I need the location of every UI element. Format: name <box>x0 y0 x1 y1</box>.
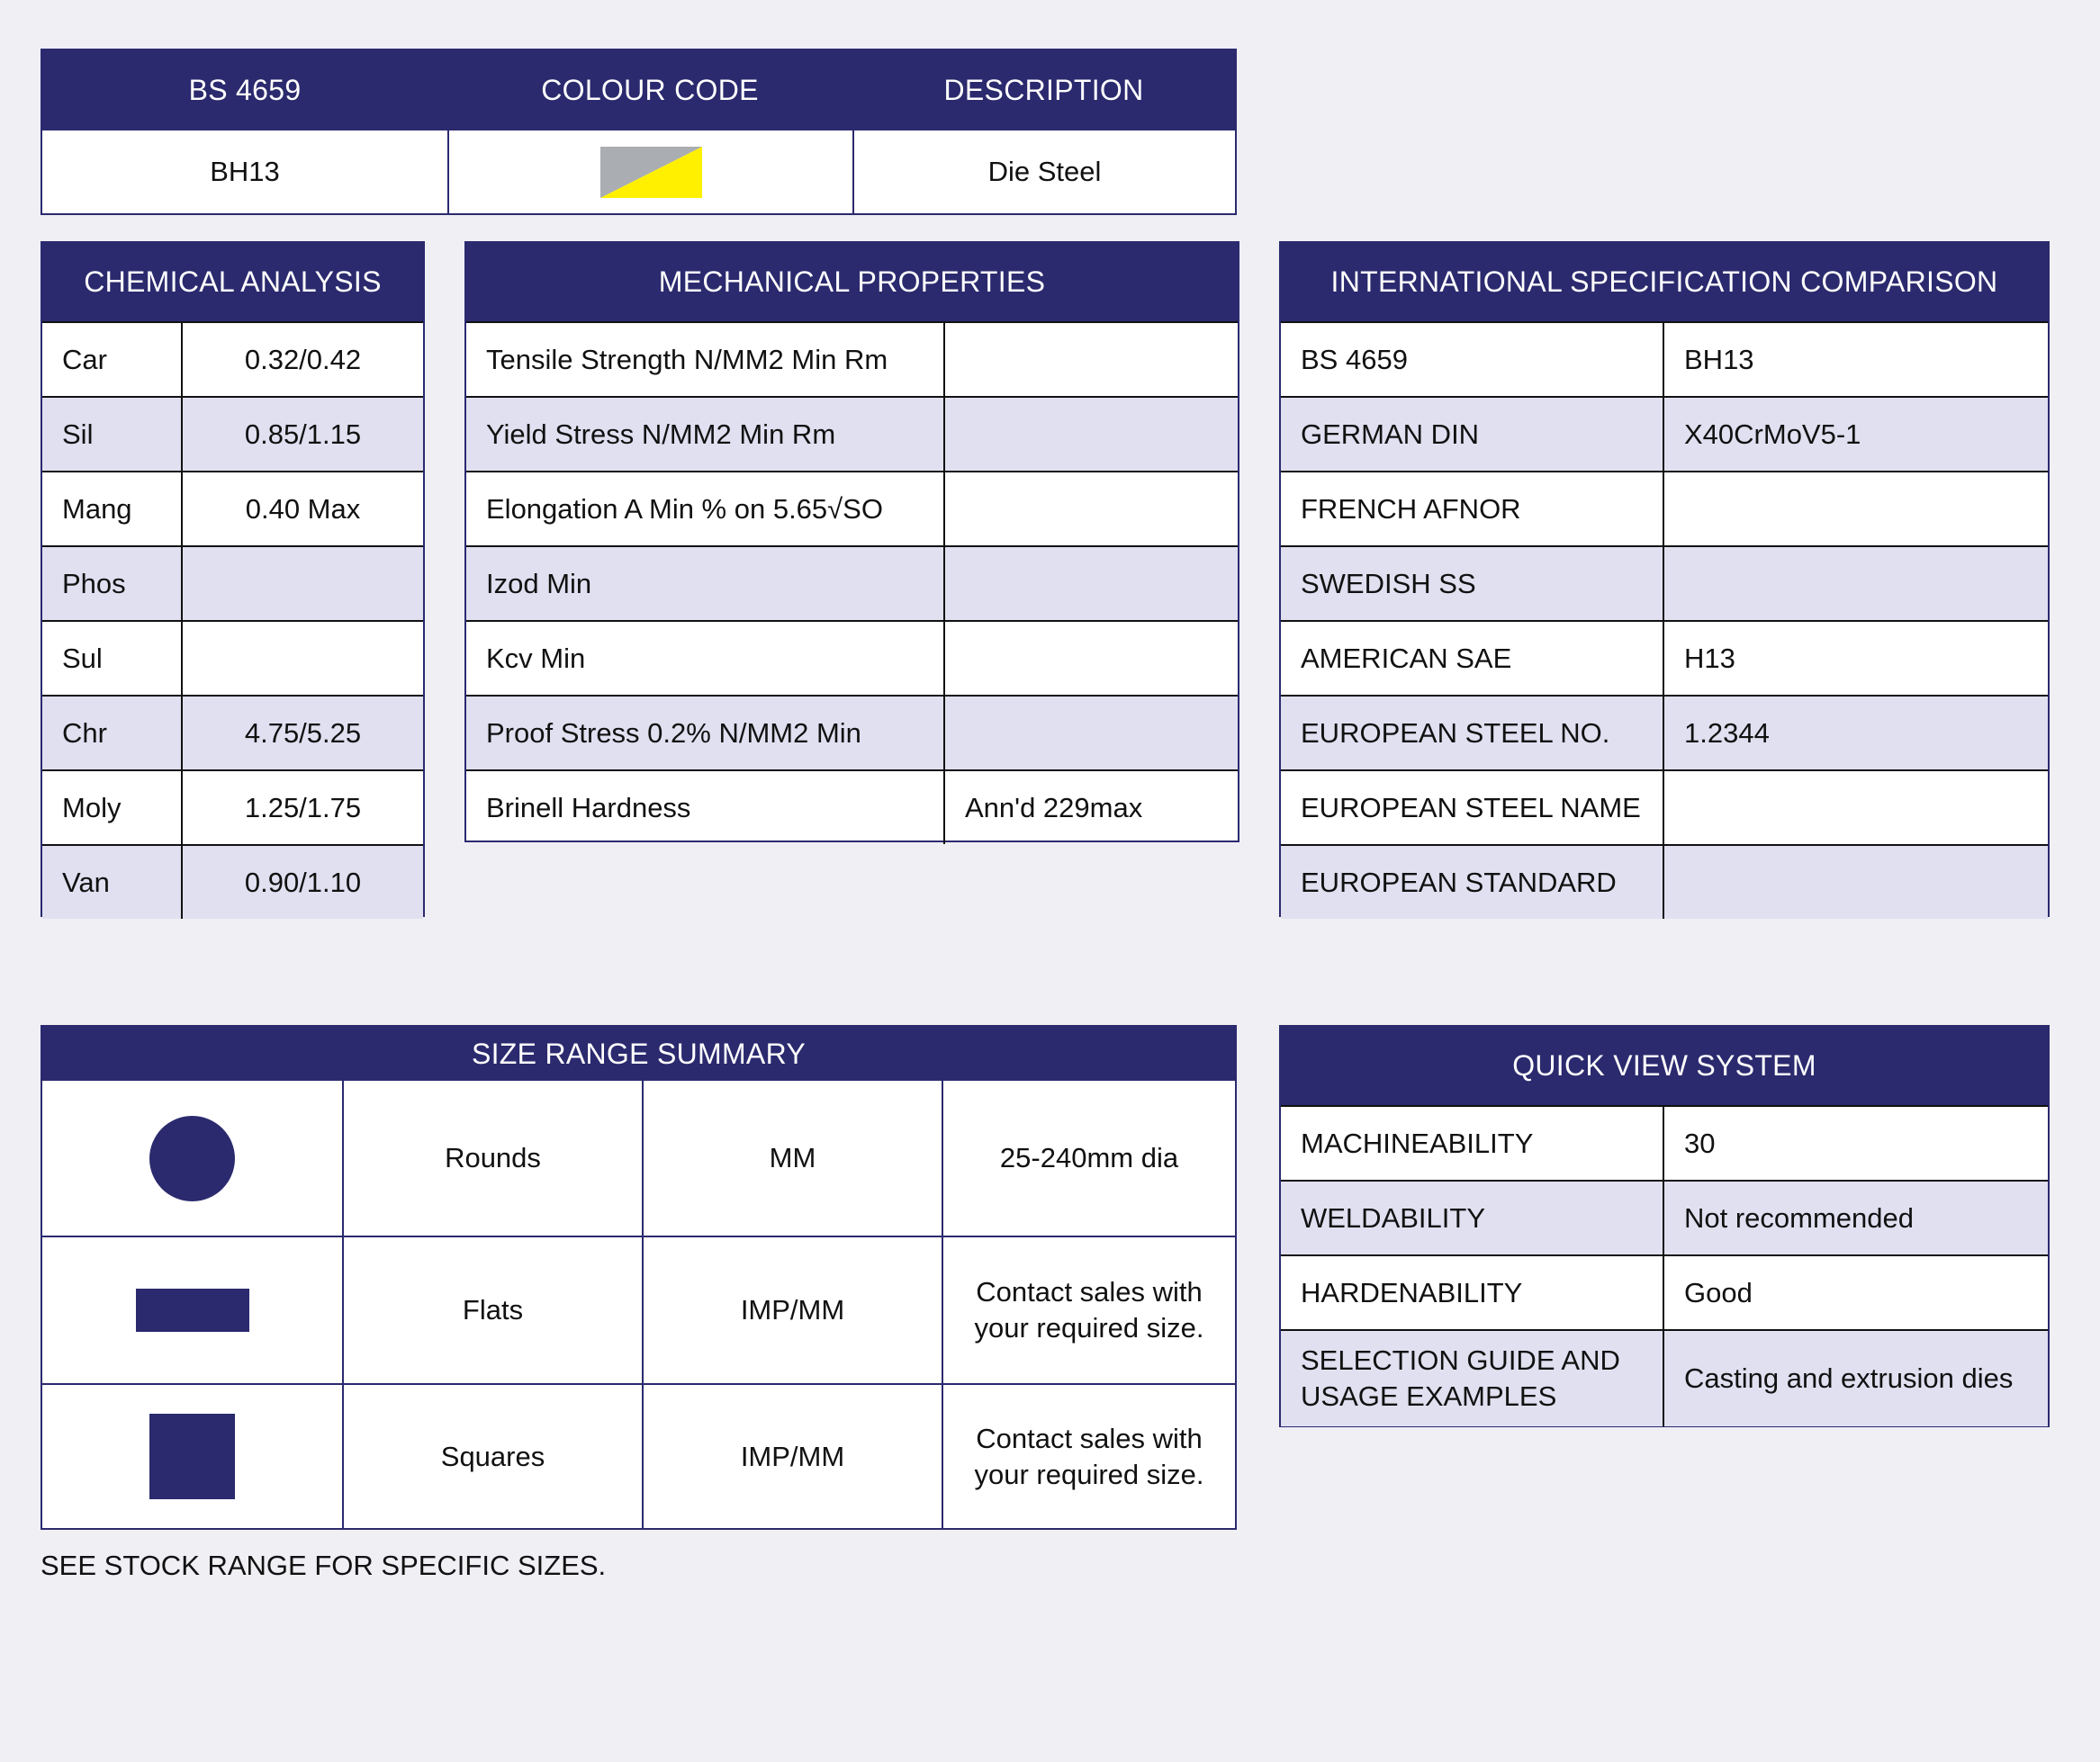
property-label: Brinell Hardness <box>486 791 691 823</box>
attribute-value: Good <box>1663 1256 2048 1329</box>
table-row <box>42 1383 1235 1528</box>
table-row <box>42 1081 1235 1236</box>
element-value: 4.75/5.25 <box>181 697 423 769</box>
element-value <box>181 547 423 620</box>
property-value <box>943 472 1238 545</box>
grade-summary-header <box>42 50 1235 130</box>
colour-code-cell <box>447 130 852 213</box>
element-value: 0.90/1.10 <box>181 846 423 919</box>
property-label: Elongation A Min % on 5.65√SO <box>486 492 883 525</box>
range-cell <box>942 1081 1235 1236</box>
table-row <box>466 396 1238 471</box>
range-line: your required size. <box>974 1458 1204 1490</box>
shape-cell <box>42 1081 342 1236</box>
range-cell <box>942 1237 1235 1383</box>
chemical-analysis-title: CHEMICAL ANALYSIS <box>42 243 423 321</box>
table-row <box>466 471 1238 545</box>
colour-code-swatch <box>600 147 702 198</box>
table-row <box>1281 1329 2048 1426</box>
element-label: Car <box>62 343 107 375</box>
unit-value: IMP/MM <box>642 1385 942 1528</box>
standard-value: BH13 <box>1663 323 2048 396</box>
property-value <box>943 622 1238 695</box>
attribute-label-line: USAGE EXAMPLES <box>1301 1380 1557 1412</box>
property-value <box>943 323 1238 396</box>
colour-code-header: COLOUR CODE <box>541 74 759 106</box>
standard-label: EUROPEAN STEEL NO. <box>1301 716 1610 749</box>
table-row <box>466 695 1238 769</box>
table-row <box>1281 1180 2048 1254</box>
description-value: Die Steel <box>852 130 1235 213</box>
standard-value: 1.2344 <box>1663 697 2048 769</box>
international-spec-table <box>1279 241 2050 917</box>
table-row <box>42 545 423 620</box>
table-row <box>1281 545 2048 620</box>
table-row <box>42 471 423 545</box>
table-row <box>1281 321 2048 396</box>
standard-value: X40CrMoV5-1 <box>1663 398 2048 471</box>
size-range-table <box>41 1025 1237 1530</box>
attribute-value: Casting and extrusion dies <box>1663 1331 2048 1426</box>
property-label: Yield Stress N/MM2 Min Rm <box>486 418 836 450</box>
standard-value: H13 <box>1663 622 2048 695</box>
description-header: DESCRIPTION <box>943 74 1144 106</box>
range-cell <box>942 1385 1235 1528</box>
element-label: Sul <box>62 642 103 674</box>
stock-range-footnote: SEE STOCK RANGE FOR SPECIFIC SIZES. <box>41 1550 607 1581</box>
table-row <box>466 545 1238 620</box>
standard-value <box>1663 771 2048 844</box>
range-line: Contact sales with <box>976 1422 1203 1454</box>
property-value: Ann'd 229max <box>943 771 1238 844</box>
standard-label: EUROPEAN STANDARD <box>1301 866 1617 898</box>
attribute-value: Not recommended <box>1663 1182 2048 1254</box>
table-row <box>42 620 423 695</box>
attribute-label <box>1281 1331 1663 1426</box>
rectangle-icon <box>136 1289 249 1332</box>
table-row <box>1281 1105 2048 1180</box>
table-row <box>42 844 423 919</box>
standard-value <box>1663 547 2048 620</box>
table-row <box>466 321 1238 396</box>
property-label: Izod Min <box>486 567 592 599</box>
element-label: Moly <box>62 791 122 823</box>
property-label: Kcv Min <box>486 642 586 674</box>
property-value <box>943 697 1238 769</box>
table-row <box>42 396 423 471</box>
range-line: Contact sales with <box>976 1276 1203 1308</box>
property-label: Tensile Strength N/MM2 Min Rm <box>486 343 888 375</box>
element-value: 0.32/0.42 <box>181 323 423 396</box>
standard-label: FRENCH AFNOR <box>1301 492 1521 525</box>
range-line: 25-240mm dia <box>999 1142 1179 1173</box>
bs-4659-header: BS 4659 <box>188 74 302 106</box>
chemical-analysis-table <box>41 241 425 917</box>
quick-view-title: QUICK VIEW SYSTEM <box>1281 1027 2048 1105</box>
table-row <box>1281 396 2048 471</box>
table-row <box>466 769 1238 844</box>
table-row <box>1281 1254 2048 1329</box>
attribute-value: 30 <box>1663 1107 2048 1180</box>
unit-value: MM <box>642 1081 942 1236</box>
range-line: your required size. <box>974 1312 1204 1344</box>
table-row <box>42 695 423 769</box>
table-row <box>42 769 423 844</box>
shape-name: Squares <box>342 1385 642 1528</box>
table-row <box>1281 695 2048 769</box>
standard-value <box>1663 846 2048 919</box>
property-value <box>943 398 1238 471</box>
element-value <box>181 622 423 695</box>
bs-grade-value: BH13 <box>210 156 280 187</box>
element-label: Van <box>62 866 110 898</box>
standard-label: EUROPEAN STEEL NAME <box>1301 791 1641 823</box>
shape-cell <box>42 1237 342 1383</box>
attribute-label-line: SELECTION GUIDE AND <box>1301 1344 1620 1376</box>
size-range-title: SIZE RANGE SUMMARY <box>42 1027 1235 1081</box>
shape-name: Flats <box>342 1237 642 1383</box>
element-label: Chr <box>62 716 107 749</box>
table-row <box>1281 769 2048 844</box>
standard-label: SWEDISH SS <box>1301 567 1476 599</box>
table-row <box>1281 620 2048 695</box>
table-row <box>42 321 423 396</box>
table-row <box>1281 471 2048 545</box>
element-label: Phos <box>62 567 126 599</box>
element-value: 0.40 Max <box>181 472 423 545</box>
table-row <box>1281 844 2048 919</box>
quick-view-table <box>1279 1025 2050 1427</box>
attribute-label: HARDENABILITY <box>1301 1276 1523 1308</box>
property-label: Proof Stress 0.2% N/MM2 Min <box>486 716 861 749</box>
circle-icon <box>149 1116 235 1201</box>
shape-cell <box>42 1385 342 1528</box>
mechanical-properties-table <box>464 241 1239 842</box>
unit-value: IMP/MM <box>642 1237 942 1383</box>
grade-summary-table <box>41 49 1237 215</box>
standard-label: GERMAN DIN <box>1301 418 1480 450</box>
property-value <box>943 547 1238 620</box>
international-spec-title: INTERNATIONAL SPECIFICATION COMPARISON <box>1281 243 2048 321</box>
element-value: 1.25/1.75 <box>181 771 423 844</box>
mechanical-properties-title: MECHANICAL PROPERTIES <box>466 243 1238 321</box>
shape-name: Rounds <box>342 1081 642 1236</box>
attribute-label: WELDABILITY <box>1301 1201 1485 1234</box>
attribute-label: MACHINEABILITY <box>1301 1127 1534 1159</box>
element-value: 0.85/1.15 <box>181 398 423 471</box>
element-label: Mang <box>62 492 132 525</box>
standard-label: BS 4659 <box>1301 343 1408 375</box>
element-label: Sil <box>62 418 94 450</box>
square-icon <box>149 1414 235 1499</box>
standard-value <box>1663 472 2048 545</box>
standard-label: AMERICAN SAE <box>1301 642 1512 674</box>
table-row <box>42 1236 1235 1383</box>
table-row <box>466 620 1238 695</box>
